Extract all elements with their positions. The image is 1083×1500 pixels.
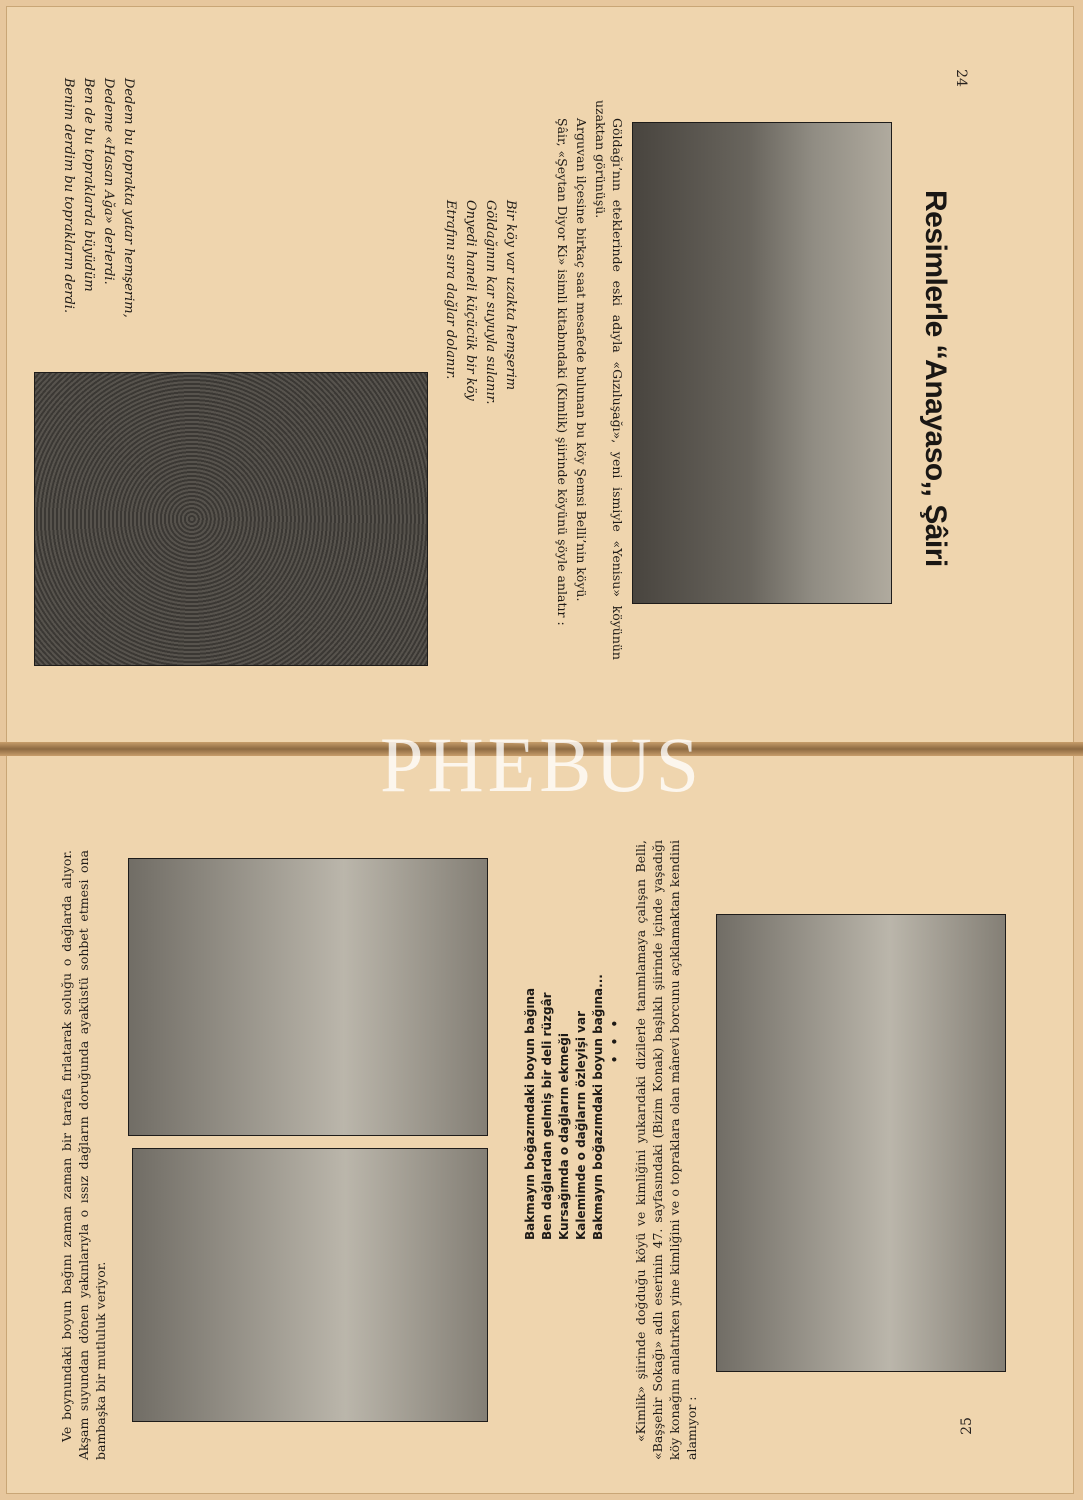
poem-line: Benim derdim bu toprakların derdi. xyxy=(61,78,76,314)
mountain-people-photo xyxy=(132,1148,488,1422)
page-number-25: 25 xyxy=(958,1417,975,1435)
poem-line: Göldağının kar suyuyla sulanır. xyxy=(483,200,498,405)
paragraph-2: Arguvan ilçesine birkaç saat mesafede bulunan bu köy Şemsi Belli’nin köyü. xyxy=(574,118,589,602)
poem-line: Dedeme «Hasan Ağa» derlerdi. xyxy=(101,78,116,285)
poem-necktie xyxy=(522,840,624,1240)
poem-grandfather xyxy=(58,78,138,368)
poem-line: Onyedi haneli küçücük bir köy xyxy=(463,200,478,401)
watermark: PHEBUS xyxy=(379,721,704,808)
poem-line: Ben de bu topraklarda büyüdüm xyxy=(81,78,96,292)
closing-paragraph xyxy=(58,850,111,1460)
poem-line: Kursağımda o dağların ekmeği xyxy=(557,1033,571,1240)
bottom-intro-paragraph xyxy=(632,840,702,1460)
intro-paragraphs xyxy=(552,100,626,660)
village-house-photo xyxy=(716,914,1006,1372)
section-divider: • • • xyxy=(608,1016,622,1064)
poem-line: Bakmayın boğazımdaki boyun bağına xyxy=(523,987,537,1240)
poem-village xyxy=(440,200,520,460)
poem-line: Ben dağlardan gelmiş bir deli rüzgâr xyxy=(540,992,554,1240)
poem-line: Bir köy var uzakta hemşerim xyxy=(503,200,518,391)
poem-line: Kalemimde o dağların özleyişi var xyxy=(574,1010,588,1240)
article-headline: Resimlerle ‘‘Anayaso,, Şâiri xyxy=(919,190,952,567)
poem-line: Dedem bu toprakta yatar hemşerim, xyxy=(121,78,136,318)
paragraph-1: Göldağı’nın eteklerinde eski adıyla «Gızıluşağı», yeni ismiyle «Yenisu» köyünün uzaktan görünüşü. xyxy=(593,100,625,660)
page-number-24: 24 xyxy=(952,69,969,87)
portrait-photo xyxy=(128,858,488,1136)
poem-line: Etrafını sıra dağlar dolanır. xyxy=(443,200,458,380)
intro-text: «Kimlik» şiirinde doğduğu köyü ve kimliğini yukarıdaki dizilerle tanımlamaya çalışan Belli, «Başşehir Sokağı» adlı eserinin 47. sayfasındaki (Bizim Konak) başlıklı şiirinde içinde yaşadığı köy konağını anlatırken yine kimliğini ve o topraklara olan mânevi borcunu açıklamaktan kendini alamıyor : xyxy=(633,840,699,1460)
closing-text: Ve boynundaki boyun bağını zaman zaman bir tarafa fırlatarak soluğu o dağlarda alıyor. Akşam suyundan dönen yakınlarıyla o ıssız dağların doruğunda ayaküstü sohbet etmesi ona bambaşka bir mutluluk veriyor. xyxy=(59,850,108,1460)
paragraph-3: Şâir, «Şeytan Diyor Ki» isimli kitabındaki (Kimlik) şiirinde köyünü şöyle anlatır : xyxy=(555,118,570,626)
poem-line: Bakmayın boğazımdaki boyun bağına... xyxy=(591,974,605,1240)
village-landscape-photo xyxy=(632,122,892,604)
grave-photo xyxy=(34,372,428,666)
